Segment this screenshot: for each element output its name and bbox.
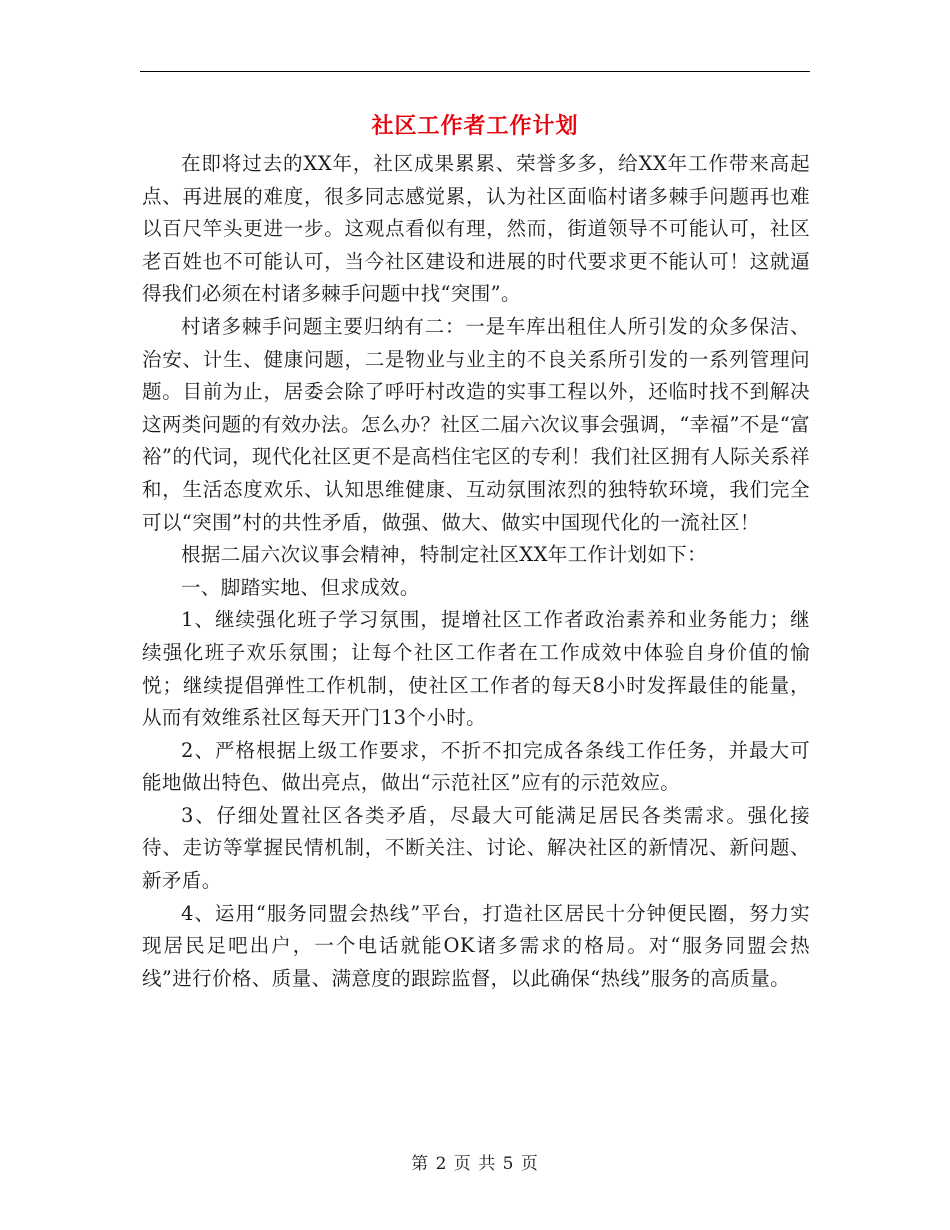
- paragraph-item-4: 4、运用“服务同盟会热线”平台，打造社区居民十分钟便民圈，努力实现居民足吧出户，一个电话就能OK诸多需求的格局。对“服务同盟会热线”进行价格、质量、满意度的跟踪监督，以此确保“热线”服务的高质量。: [142, 901, 810, 990]
- header-rule: [140, 71, 810, 72]
- document-title: 社区工作者工作计划: [371, 113, 579, 139]
- document-body: [142, 148, 810, 995]
- paragraph-item-3: 3、仔细处置社区各类矛盾，尽最大可能满足居民各类需求。强化接待、走访等掌握民情机制，不断关注、讨论、解决社区的新情况、新问题、新矛盾。: [142, 803, 810, 893]
- page-number-footer: 第 2 页 共 5 页: [411, 1154, 539, 1174]
- paragraph-item-2: 2、严格根据上级工作要求，不折不扣完成各条线工作任务，并最大可能地做出特色、做出亮点，做出“示范社区”应有的示范效应。: [142, 738, 810, 795]
- paragraph-intro: 在即将过去的XX年，社区成果累累、荣誉多多，给XX年工作带来高起点、再进展的难度，很多同志感觉累，认为社区面临村诸多棘手问题再也难以百尺竿头更进一步。这观点看似有理，然而，街道领导不可能认可，社区老百姓也不可能认可，当今社区建设和进展的时代要求更不能认可！这就逼得我们必须在村诸多棘手问题中找“突围”。: [142, 152, 810, 306]
- paragraph-problems: 村诸多棘手问题主要归纳有二：一是车库出租住人所引发的众多保洁、治安、计生、健康问题，二是物业与业主的不良关系所引发的一系列管理问题。目前为止，居委会除了呼吁村改造的实事工程以外，还临时找不到解决这两类问题的有效办法。怎么办？社区二届六次议事会强调，“幸福”不是“富裕”的代词，现代化社区更不是高档住宅区的专利！我们社区拥有人际关系祥和，生活态度欢乐、认知思维健康、互动氛围浓烈的独特软环境，我们完全可以“突围”村的共性矛盾，做强、做大、做实中国现代化的一流社区！: [142, 314, 810, 534]
- paragraph-plan-intro: 根据二届六次议事会精神，特制定社区XX年工作计划如下：: [181, 543, 708, 567]
- paragraph-item-1: 1、继续强化班子学习氛围，提增社区工作者政治素养和业务能力；继续强化班子欢乐氛围；让每个社区工作者在工作成效中体验自身价值的愉悦；继续提倡弹性工作机制，使社区工作者的每天8小时发挥最佳的能量，从而有效维系社区每天开门13个小时。: [142, 608, 810, 730]
- section-heading-1: 一、脚踏实地、但求成效。: [181, 575, 420, 599]
